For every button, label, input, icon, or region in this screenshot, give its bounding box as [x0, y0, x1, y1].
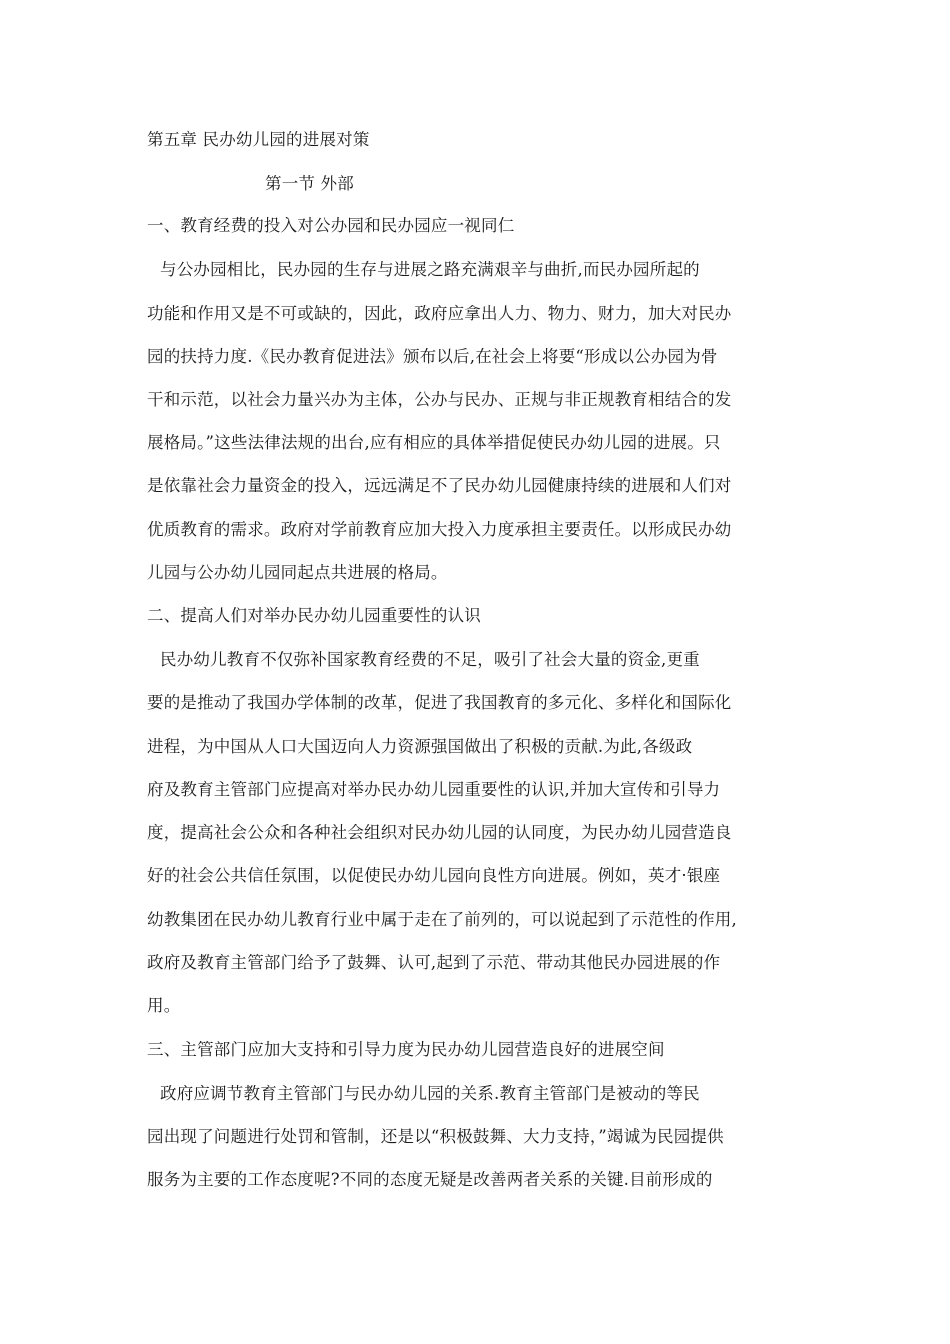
paragraph-2-line: 用。 — [147, 996, 181, 1015]
paragraph-2-line: 好的社会公共信任氛围，以促使民办幼儿园向良性方向进展。例如，英才·银座 — [147, 866, 721, 885]
paragraph-2-line: 度，提高社会公众和各种社会组织对民办幼儿园的认同度，为民办幼儿园营造良 — [147, 823, 732, 842]
paragraph-1-line: 干和示范，以社会力量兴办为主体，公办与民办、正规与非正规教育相结合的发 — [147, 390, 732, 409]
paragraph-3-line: 政府应调节教育主管部门与民办幼儿园的关系.教育主管部门是被动的等民 — [160, 1084, 700, 1103]
paragraph-3-line: 园出现了问题进行处罚和管制，还是以“积极鼓舞、大力支持，”竭诚为民园提供 — [147, 1127, 724, 1146]
paragraph-2-line: 府及教育主管部门应提高对举办民办幼儿园重要性的认识,并加大宣传和引导力 — [147, 780, 721, 799]
paragraph-1-line: 展格局。”这些法律法规的出台,应有相应的具体举措促使民办幼儿园的进展。只 — [147, 433, 721, 452]
paragraph-1-line: 优质教育的需求。政府对学前教育应加大投入力度承担主要责任。以形成民办幼 — [147, 520, 732, 539]
heading-3: 三、主管部门应加大支持和引导力度为民办幼儿园营造良好的进展空间 — [147, 1040, 665, 1059]
paragraph-1-line: 园的扶持力度.《民办教育促进法》颁布以后,在社会上将要“形成以公办园为骨 — [147, 347, 718, 366]
heading-1: 一、教育经费的投入对公办园和民办园应一视同仁 — [147, 216, 515, 235]
paragraph-2-line: 民办幼儿教育不仅弥补国家教育经费的不足，吸引了社会大量的资金,更重 — [160, 650, 700, 669]
paragraph-1-line: 儿园与公办幼儿园同起点共进展的格局。 — [147, 563, 448, 582]
paragraph-1-line: 是依靠社会力量资金的投入，远远满足不了民办幼儿园健康持续的进展和人们对 — [147, 476, 732, 495]
paragraph-1-line: 与公办园相比，民办园的生存与进展之路充满艰辛与曲折,而民办园所起的 — [160, 260, 700, 279]
chapter-title: 第五章 民办幼儿园的进展对策 — [147, 130, 370, 149]
section-title: 第一节 外部 — [265, 174, 354, 193]
paragraph-1-line: 功能和作用又是不可或缺的，因此，政府应拿出人力、物力、财力，加大对民办 — [147, 304, 732, 323]
paragraph-3-line: 服务为主要的工作态度呢?不同的态度无疑是改善两者关系的关键.目前形成的 — [147, 1170, 713, 1189]
paragraph-2-line: 进程，为中国从人口大国迈向人力资源强国做出了积极的贡献.为此,各级政 — [147, 737, 693, 756]
paragraph-2-line: 要的是推动了我国办学体制的改革，促进了我国教育的多元化、多样化和国际化 — [147, 693, 732, 712]
paragraph-2-line: 幼教集团在民办幼儿教育行业中属于走在了前列的，可以说起到了示范性的作用, — [147, 910, 737, 929]
paragraph-2-line: 政府及教育主管部门给予了鼓舞、认可,起到了示范、带动其他民办园进展的作 — [147, 953, 721, 972]
heading-2: 二、提高人们对举办民办幼儿园重要性的认识 — [147, 606, 481, 625]
